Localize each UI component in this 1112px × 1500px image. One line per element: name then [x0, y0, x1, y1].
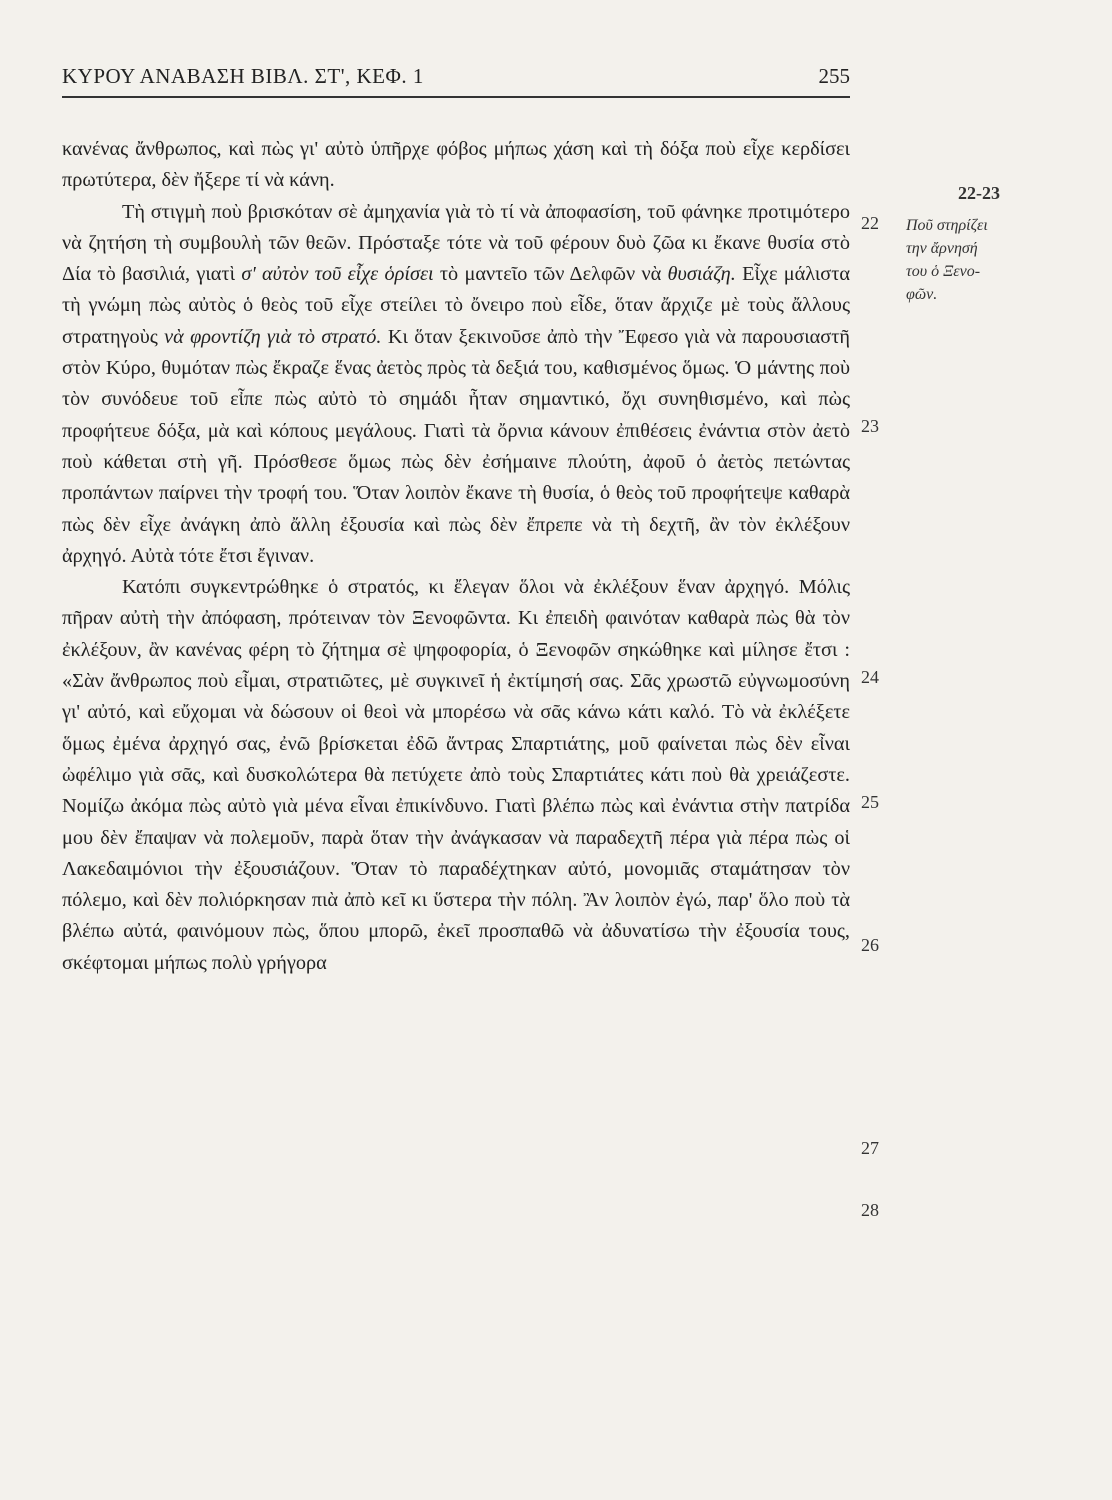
sidenote-line-2: την ἄρνησή: [906, 240, 978, 257]
paragraph-2-italic-2: θυσιάζη.: [667, 263, 736, 286]
section-number-28: 28: [861, 1200, 879, 1220]
paragraph-2-text-1: Τὴ στιγμὴ ποὺ βρισκόταν σὲ ἀμηχανία γιὰ τὸ τί νὰ ἀποφασίση, τοῦ φάνηκε προτιμότερο νὰ ζητήση τὴ συμβουλὴ τῶν θεῶν. Πρόσταξε τότε νὰ τοῦ φέρουν δυὸ ζῶα κι ἔκανε θυσία στὸ Δία τὸ βασιλιά, γιατὶ: [62, 200, 850, 286]
paragraph-2-text-3: Εἶχε μάλιστα τὴ γνώμη πὼς αὐτὸς ὁ θεὸς τοῦ εἶχε στείλει τὸ ὄνειρο ποὺ εἶδε, ὅταν ἄρχιζε μὲ τοὺς ἄλλους στρατηγοὺς: [62, 263, 850, 348]
paragraph-2-italic-3: νὰ φροντίζη γιὰ τὸ στρατό.: [164, 325, 382, 348]
page-header: [62, 62, 850, 98]
paragraph-2-italic-1: σ' αὐτὸν τοῦ εἶχε ὁρίσει: [241, 263, 434, 286]
margin-sidenote: [904, 183, 1054, 306]
sidenote-line-1: Ποῦ στηρίζει: [906, 217, 988, 234]
section-number-23: 23: [861, 416, 879, 436]
section-number-22: 22: [861, 213, 879, 233]
paragraph-2: [62, 197, 850, 573]
section-number-27: 27: [861, 1138, 879, 1158]
section-number-25: 25: [861, 792, 879, 812]
main-text: [62, 134, 850, 979]
section-number-24: 24: [861, 667, 879, 687]
sidenote-line-4: φῶν.: [906, 286, 938, 303]
paragraph-2-text-4: Κι ὅταν ξεκινοῦσε ἀπὸ τὴν Ἔφεσο γιὰ νὰ παρουσιαστῆ στὸν Κύρο, θυμόταν πὼς ἔκραζε ἕνας ἀετὸς πρὸς τὰ δεξιά του, καθισμένος ὅμως. Ὁ μάντης ποὺ τὸν συνόδευε τοῦ εἶπε πὼς αὐτὸ τὸ σημάδι ἦταν σημαντικό, ὄχι συνηθισμένο, καὶ πὼς προφήτευε δόξα, μὰ καὶ κόπους μεγάλους. Γιατὶ τὰ ὄρνια κάνουν ἐπιθέσεις ἐνάντια στὸν ἀετὸ ποὺ κάθεται στὴ γῆ. Πρόσθεσε ὅμως πὼς δὲν ἐσήμαινε πλούτη, ἀφοῦ ὁ ἀετὸς πετώντας προπάντων παίρνει τὴν τροφή του. Ὅταν λοιπὸν ἔκανε τὴ θυσία, ὁ θεὸς τοῦ προφήτεψε καθαρὰ πὼς δὲν εἶχε ἀνάγκη ἀπὸ ἄλλη ἐξουσία καὶ πὼς δὲν ἔπρεπε νὰ τὴ δεχτῆ, ἂν τὸν ἐκλέξουν ἀρχηγό. Αὐτὰ τότε ἔτσι ἔγιναν.: [62, 325, 850, 567]
paragraph-2-text-2: τὸ μαντεῖο τῶν Δελφῶν νὰ: [433, 263, 668, 286]
section-number-26: 26: [861, 935, 879, 955]
paragraph-3: Κατόπι συγκεντρώθηκε ὁ στρατός, κι ἔλεγαν ὅλοι νὰ ἐκλέξουν ἕναν ἀρχηγό. Μόλις πῆραν αὐτὴ τὴν ἀπόφαση, πρότειναν τὸν Ξενοφῶντα. Κι ἐπειδὴ φαινόταν καθαρὰ πὼς θὰ τὸν ἐκλέξουν, ἂν κανένας φέρη τὸ ζήτημα σὲ ψηφοφορία, ὁ Ξενοφῶν σηκώθηκε καὶ μίλησε ἔτσι : «Σὰν ἄνθρωπος ποὺ εἶμαι, στρατιῶτες, μὲ συγκινεῖ ἡ ἐκτίμησή σας. Σᾶς χρωστῶ εὐγνωμοσύνη γι' αὐτό, καὶ εὔχομαι νὰ δώσουν οἱ θεοὶ νὰ μπορέσω νὰ σᾶς κάνω κάτι καλό. Τὸ νὰ ἐκλέξετε ὅμως ἐμένα ἀρχηγό σας, ἐνῶ βρίσκεται ἐδῶ ἄντρας Σπαρτιάτης, μοῦ φαίνεται πὼς δὲν εἶναι ὠφέλιμο γιὰ σᾶς, καὶ δυσκολώτερα θὰ πετύχετε ἀπὸ τοὺς Σπαρτιάτες κάτι ποὺ θὰ χρειάζεστε. Νομίζω ἀκόμα πὼς αὐτὸ γιὰ μένα εἶναι ἐπικίνδυνο. Γιατὶ βλέπω πὼς καὶ ἐνάντια στὴν πατρίδα μου δὲν ἔπαψαν νὰ πολεμοῦν, παρὰ ὅταν τὴν ἀνάγκασαν νὰ παραδεχτῆ πέρα γιὰ πέρα πὼς οἱ Λακεδαιμόνιοι τὴν ἐξουσιάζουν. Ὅταν τὸ παραδέχτηκαν αὐτό, μονομιᾶς σταμάτησαν τὸν πόλεμο, καὶ δὲν πολιόρκησαν πιὰ ἀπὸ κεῖ κι ὕστερα τὴν πόλη. Ἂν λοιπὸν ἐγώ, παρ' ὅλο ποὺ τὰ βλέπω αὐτά, φαινόμουν πὼς, ὅπου μπορῶ, ἐκεῖ προσπαθῶ νὰ ἀδυνατίσω τὴν ἐξουσία τους, σκέφτομαι μήπως πολὺ γρήγορα: [62, 576, 850, 974]
sidenote-title: 22-23: [958, 183, 1000, 203]
sidenote-line-3: του ὁ Ξενο-: [906, 263, 981, 280]
running-title: ΚΥΡΟΥ ΑΝΑΒΑΣΗ ΒΙΒΛ. ΣΤ', ΚΕΦ. 1: [62, 64, 424, 88]
page-number: 255: [818, 64, 850, 88]
paragraph-1: κανένας ἄνθρωπος, καὶ πὼς γι' αὐτὸ ὑπῆρχε φόβος μήπως χάση καὶ τὴ δόξα ποὺ εἶχε κερδίσει πρωτύτερα, δὲν ἤξερε τί νὰ κάνη.: [62, 138, 850, 192]
